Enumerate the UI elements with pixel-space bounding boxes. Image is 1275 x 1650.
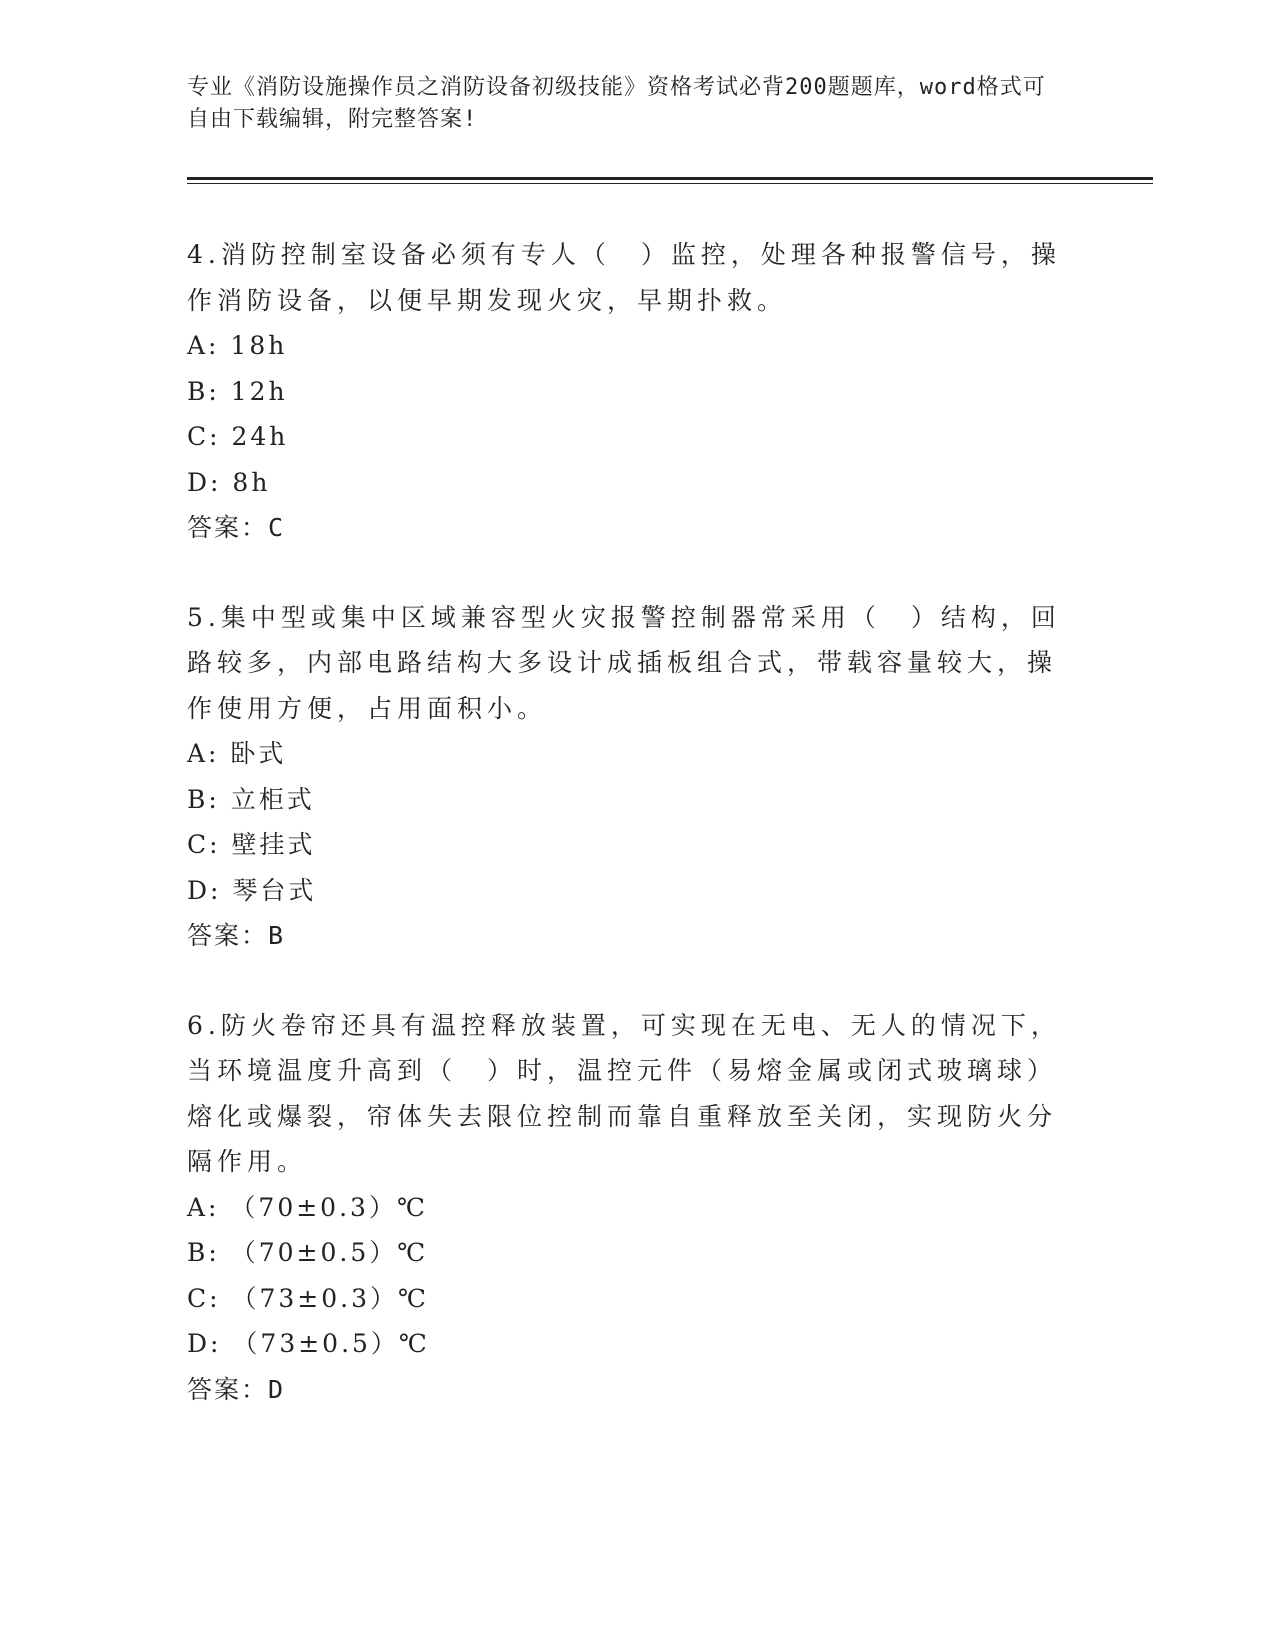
question-6 <box>187 1003 1067 1413</box>
option-b: B: 立柜式 <box>187 784 315 814</box>
option-d: D: 琴台式 <box>187 875 317 905</box>
question-5 <box>187 595 1067 959</box>
question-stem: 5.集中型或集中区域兼容型火灾报警控制器常采用（ ）结构，回路较多，内部电路结构大多设计成插板组合式，带载容量较大，操作使用方便，占用面积小。 <box>187 602 1061 723</box>
option-b: B: 12h <box>187 376 288 406</box>
option-a: A: 18h <box>187 331 288 360</box>
option-c: C: 壁挂式 <box>187 830 316 859</box>
document-header: 专业《消防设施操作员之消防设备初级技能》资格考试必背200题题库，word格式可自由下载编辑，附完整答案! <box>187 75 1046 132</box>
header-divider-thin <box>187 183 1153 184</box>
option-b: B: （70±0.5）℃ <box>187 1238 429 1267</box>
option-c: C: 24h <box>187 422 289 451</box>
option-c: C: （73±0.3）℃ <box>187 1283 429 1313</box>
answer: 答案：D <box>187 1374 286 1404</box>
question-list <box>187 232 1067 1456</box>
option-a: A: 卧式 <box>187 739 287 768</box>
question-stem: 6.防火卷帘还具有温控释放装置，可实现在无电、无人的情况下，当环境温度升高到（ ）时，温控元件（易熔金属或闭式玻璃球）熔化或爆裂，帘体失去限位控制而靠自重释放至关闭，实现防火分隔作用。 <box>187 1010 1061 1176</box>
answer: 答案：C <box>187 513 286 542</box>
option-d: D: （73±0.5）℃ <box>187 1329 430 1358</box>
question-4 <box>187 232 1067 551</box>
answer: 答案：B <box>187 921 286 950</box>
header-divider-thick <box>187 177 1153 180</box>
option-d: D: 8h <box>187 467 271 497</box>
option-a: A: （70±0.3）℃ <box>187 1192 428 1222</box>
question-stem: 4.消防控制室设备必须有专人（ ）监控，处理各种报警信号，操作消防设备，以便早期发现火灾，早期扑救。 <box>187 240 1061 315</box>
